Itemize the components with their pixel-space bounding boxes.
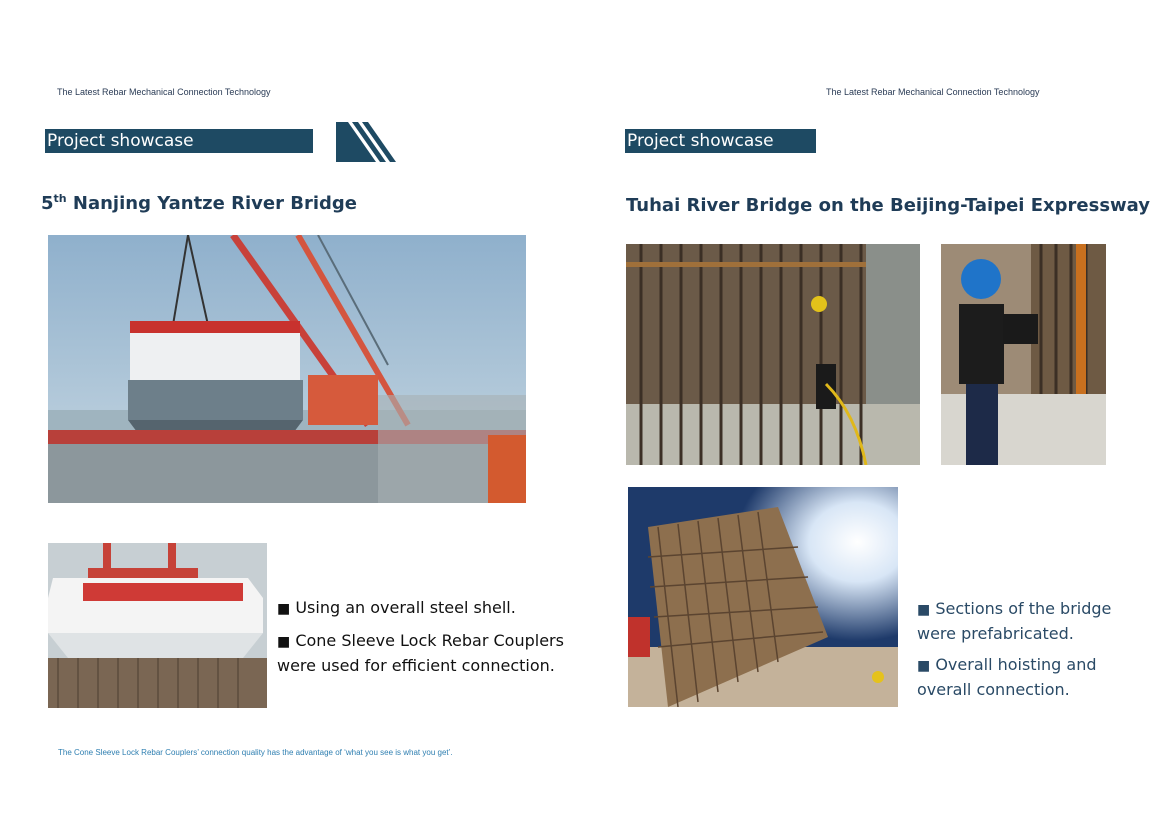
right-page-title: Tuhai River Bridge on the Beijing-Taipei Expressway <box>626 195 1151 216</box>
prefabricated-cage-photo <box>628 487 898 707</box>
right-bullet-list <box>917 597 1147 709</box>
steel-shell-photo <box>48 543 267 708</box>
left-page-title: 5th Nanjing Yantze River Bridge <box>41 192 357 214</box>
left-running-head: The Latest Rebar Mechanical Connection Technology <box>57 87 271 97</box>
rebar-cage-photo <box>626 244 920 465</box>
worker-photo <box>941 244 1106 465</box>
right-bullet-item: ■ Sections of the bridge were prefabricated. <box>917 599 1112 643</box>
right-section-label: Project showcase <box>625 129 816 153</box>
bridge-hoisting-photo <box>48 235 526 503</box>
diagonal-stripes-icon <box>336 122 398 164</box>
left-bullet-item: ■ Using an overall steel shell. <box>277 598 516 617</box>
left-section-label: Project showcase <box>45 129 313 153</box>
left-bullet-list <box>277 596 607 685</box>
right-running-head: The Latest Rebar Mechanical Connection Technology <box>826 87 1040 97</box>
left-footnote: The Cone Sleeve Lock Rebar Couplers’ connection quality has the advantage of ‘what you see is what you get’. <box>58 748 453 757</box>
left-bullet-item: ■ Cone Sleeve Lock Rebar Couplers were used for efficient connection. <box>277 631 564 675</box>
right-bullet-item: ■ Overall hoisting and overall connection. <box>917 655 1097 699</box>
